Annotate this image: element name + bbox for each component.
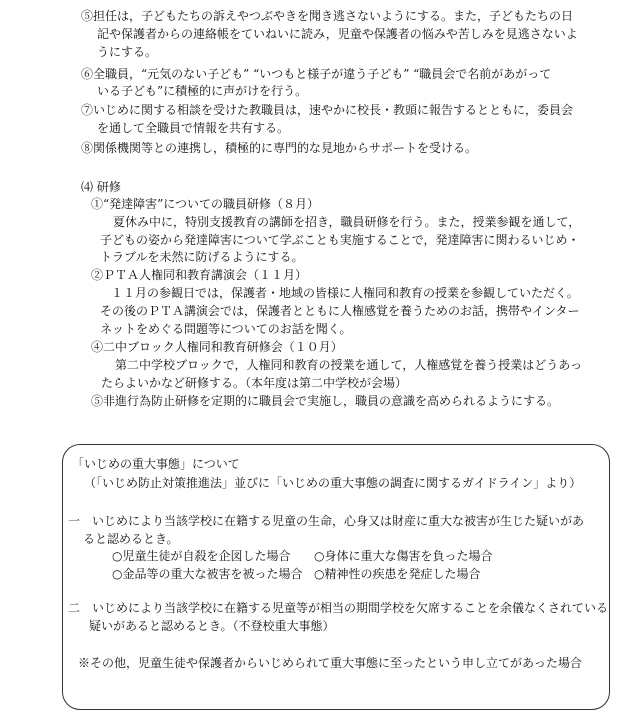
measure-5-line-3: うにする。 — [97, 45, 158, 59]
box-item-2-line-2: 疑いがあると認めるとき。（不登校重大事態） — [89, 619, 335, 633]
box-item-1-line-2: ると認めるとき。 — [83, 532, 179, 546]
training-2-title: ②ＰＴＡ人権同和教育講演会（１１月） — [91, 268, 308, 282]
box-case-1: ○児童生徒が自殺を企図した場合 — [112, 549, 291, 563]
box-item-2-line-1: 二 いじめにより当該学校に在籍する児童等が相当の期間学校を欠席することを余儀なくされている — [68, 601, 609, 615]
training-4-title: ④二中ブロック人権同和教育研修会（１０月） — [91, 340, 343, 354]
training-2-line-1: １１月の参観日では，保護者・地域の皆様に人権同和教育の授業を参観していただく。 — [111, 286, 579, 300]
training-4-line-2: たらよいかなど研修する。（本年度は第二中学校が会場） — [101, 376, 408, 390]
training-1-line-2: 子どもの姿から発達障害について学ぶことも実施することで，発達障害に関わるいじめ・ — [100, 233, 580, 247]
box-case-2: ○身体に重大な傷害を負った場合 — [314, 549, 493, 563]
measure-5-line-1: ⑤担任は，子どもたちの訴えやつぶやきを聞き逃さないようにする。また，子どもたちの日 — [81, 9, 574, 23]
training-1-line-3: トラブルを未然に防げるようにする。 — [100, 250, 304, 264]
box-case-4: ○精神性の疾患を発症した場合 — [314, 567, 481, 581]
measure-7-line-2: を通して全職員で情報を共有する。 — [97, 121, 290, 135]
training-1-title: ①“発達障害”についての職員研修（８月） — [91, 197, 320, 211]
measure-7-line-1: ⑦いじめに関する相談を受けた教職員は，速やかに校長・教頭に報告するとともに，委員会 — [81, 103, 574, 117]
box-source: （「いじめ防止対策推進法」並びに「いじめの重大事態の調査に関するガイドライン」より） — [84, 476, 582, 490]
box-title: 「いじめの重大事態」について — [72, 457, 240, 471]
training-2-line-3: ネットをめぐる問題等についてのお話を聞く。 — [100, 322, 352, 336]
training-5: ⑤非進行為防止研修を定期的に職員会で実施し，職員の意識を高められるようにする。 — [91, 394, 560, 408]
box-note: ※その他，児童生徒や保護者からいじめられて重大事態に至ったという申し立てがあった場合 — [78, 656, 582, 670]
box-item-1-line-1: 一 いじめにより当該学校に在籍する児童の生命，心身又は財産に重大な被害が生じた疑いがあ — [68, 514, 585, 528]
training-heading: ⑷ 研修 — [81, 180, 121, 194]
measure-8: ⑧関係機関等との連携し，積極的に専門的な見地からサポートを受ける。 — [81, 141, 478, 155]
box-case-3: ○金品等の重大な被害を被った場合 — [112, 567, 303, 581]
measure-6-line-2: いる子ども”に積極的に声がけを行う。 — [97, 84, 308, 98]
training-4-line-1: 第二中学校ブロックで，人権同和教育の授業を通して，人権感覚を養う授業はどうあっ — [115, 358, 583, 372]
measure-5-line-2: 記や保護者からの連絡帳をていねいに読み，児童や保護者の悩みや苦しみを見逃さないよ — [97, 27, 578, 41]
measure-6-line-1: ⑥全職員，“元気のない子ども” “いつもと様子が違う子ども” “職員会で名前があがって — [81, 67, 552, 81]
training-2-line-2: その後のＰＴＡ講演会では，保護者とともに人権感覚を養うためのお話，携帯やインター — [100, 304, 580, 318]
training-1-line-1: 夏休み中に，特別支援教育の講師を招き，職員研修を行う。また，授業参観を通して， — [113, 215, 581, 229]
